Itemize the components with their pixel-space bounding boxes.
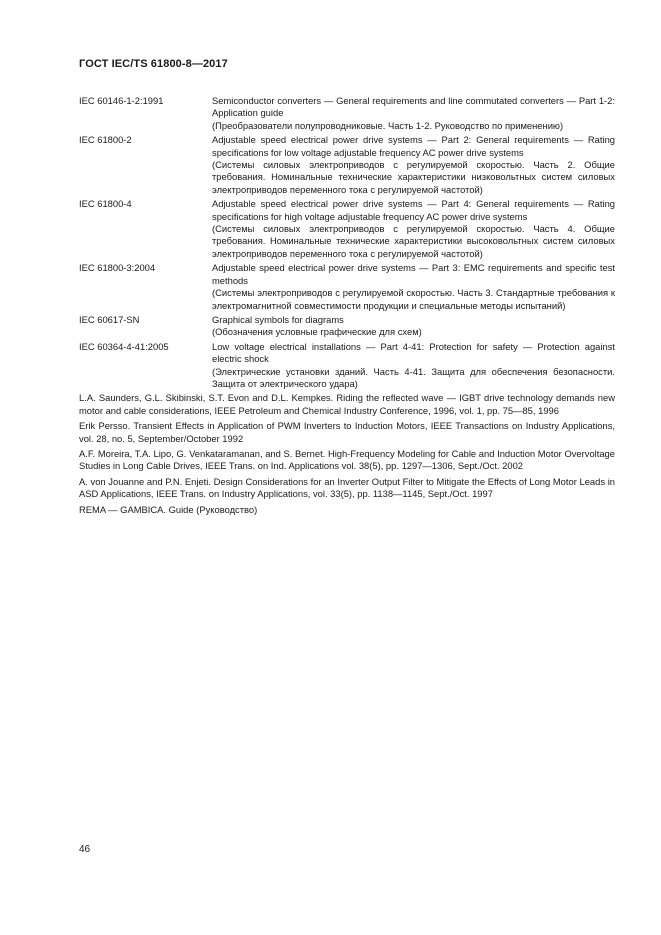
standard-code: IEC 60146-1-2:1991 <box>79 95 164 106</box>
bibliography-item: A. von Jouanne and P.N. Enjeti. Design Considerations for an Inverter Output Filter to Mitigate the Effects of Long Motor Leads in ASD Applications, IEEE Trans. on Industry Applications, vol. 33(5), pp. 1138—1145, Sept./Oct. 1997 <box>79 475 615 500</box>
standard-title-en: Semiconductor converters — General requirements and line commutated converters — Part 1-2: Application guide <box>212 95 615 119</box>
bibliography-item: Erik Persso. Transient Effects in Application of PWM Inverters to Induction Motors, IEEE Transactions on Industry Applications, vol. 28, no. 5, September/October 1992 <box>79 420 615 444</box>
standard-code: IEC 61800-2 <box>79 134 132 146</box>
standard-title-en: Adjustable speed electrical power drive systems — Part 2: General requirements — Rating specifications for low voltage adjustable frequency AC power drive systems <box>212 134 615 158</box>
standard-description <box>212 341 615 391</box>
standard-entry <box>79 314 615 339</box>
standard-description <box>212 134 615 196</box>
standard-title-ru: (Системы электроприводов с регулируемой скоростью. Часть 3. Стандартные требования к электромагнитной совместимости продукции и специальные методы испытаний) <box>212 287 615 311</box>
bibliography-list <box>79 392 615 516</box>
standard-title-en: Adjustable speed electrical power drive systems — Part 3: EMC requirements and specific test methods <box>212 262 615 286</box>
standard-title-en: Adjustable speed electrical power drive systems — Part 4: General requirements — Rating specifications for high voltage adjustable frequency AC power drive systems <box>212 198 615 222</box>
standard-entry <box>79 341 615 391</box>
standard-title-ru: (Преобразователи полупроводниковые. Часть 1-2. Руководство по применению) <box>212 119 564 131</box>
bibliography-item: L.A. Saunders, G.L. Skibinski, S.T. Evon and D.L. Kempkes. Riding the reflected wave — IGBT drive technology demands new motor and cable considerations, IEEE Petroleum and Chemical Industry Conference, 1996, vol. 1, pp. 75—85, 1996 <box>79 392 615 416</box>
standard-entry <box>79 95 615 132</box>
standard-title-ru: (Системы силовых электроприводов с регулируемой скоростью. Часть 2. Общие требования. Номинальные технические характеристики низковольтных систем силовых электроприводов переменного тока с регулируемой частотой) <box>212 159 615 195</box>
page-number: 46 <box>79 844 91 855</box>
standard-description <box>212 262 615 312</box>
standard-description <box>212 95 615 132</box>
standard-code: IEC 60617-SN <box>79 313 140 325</box>
standard-entry <box>79 262 615 312</box>
standard-code: IEC 61800-3:2004 <box>79 262 156 274</box>
standard-title-ru: (Обозначения условные графические для схем) <box>212 326 422 338</box>
standard-title-ru: (Системы силовых электроприводов с регулируемой скоростью. Часть 4. Общие требования. Номинальные технические характеристики высоковольтных систем силовых электроприводов переменного тока с регулируемой частотой) <box>212 223 615 259</box>
standard-code: IEC 60364-4-41:2005 <box>79 340 169 352</box>
bibliography-item: A.F. Moreira, T.A. Lipo, G. Venkataramanan, and S. Bernet. High-Frequency Modeling for Cable and Induction Motor Overvoltage Studies in Long Cable Drives, IEEE Trans. on Ind. Applications vol. 38(5), pp. 1297—1306, Sept./Oct. 2002 <box>79 447 615 472</box>
bibliography-item: REMA — GAMBICA. Guide (Руководство) <box>79 503 258 515</box>
standard-description <box>212 314 615 339</box>
standard-entry <box>79 134 615 196</box>
standard-title-en: Graphical symbols for diagrams <box>212 313 344 325</box>
standard-entry <box>79 198 615 260</box>
standard-title-ru: (Электрические установки зданий. Часть 4-41. Защита для обеспечения безопасности. Защита от электрического удара) <box>212 365 615 389</box>
references-section <box>79 95 615 519</box>
standard-title-en: Low voltage electrical installations — Part 4-41: Protection for safety — Protection against electric shock <box>212 340 615 365</box>
standard-description <box>212 198 615 260</box>
standard-code: IEC 61800-4 <box>79 198 132 210</box>
page-header: ГОСТ IEC/TS 61800-8—2017 <box>79 58 228 70</box>
